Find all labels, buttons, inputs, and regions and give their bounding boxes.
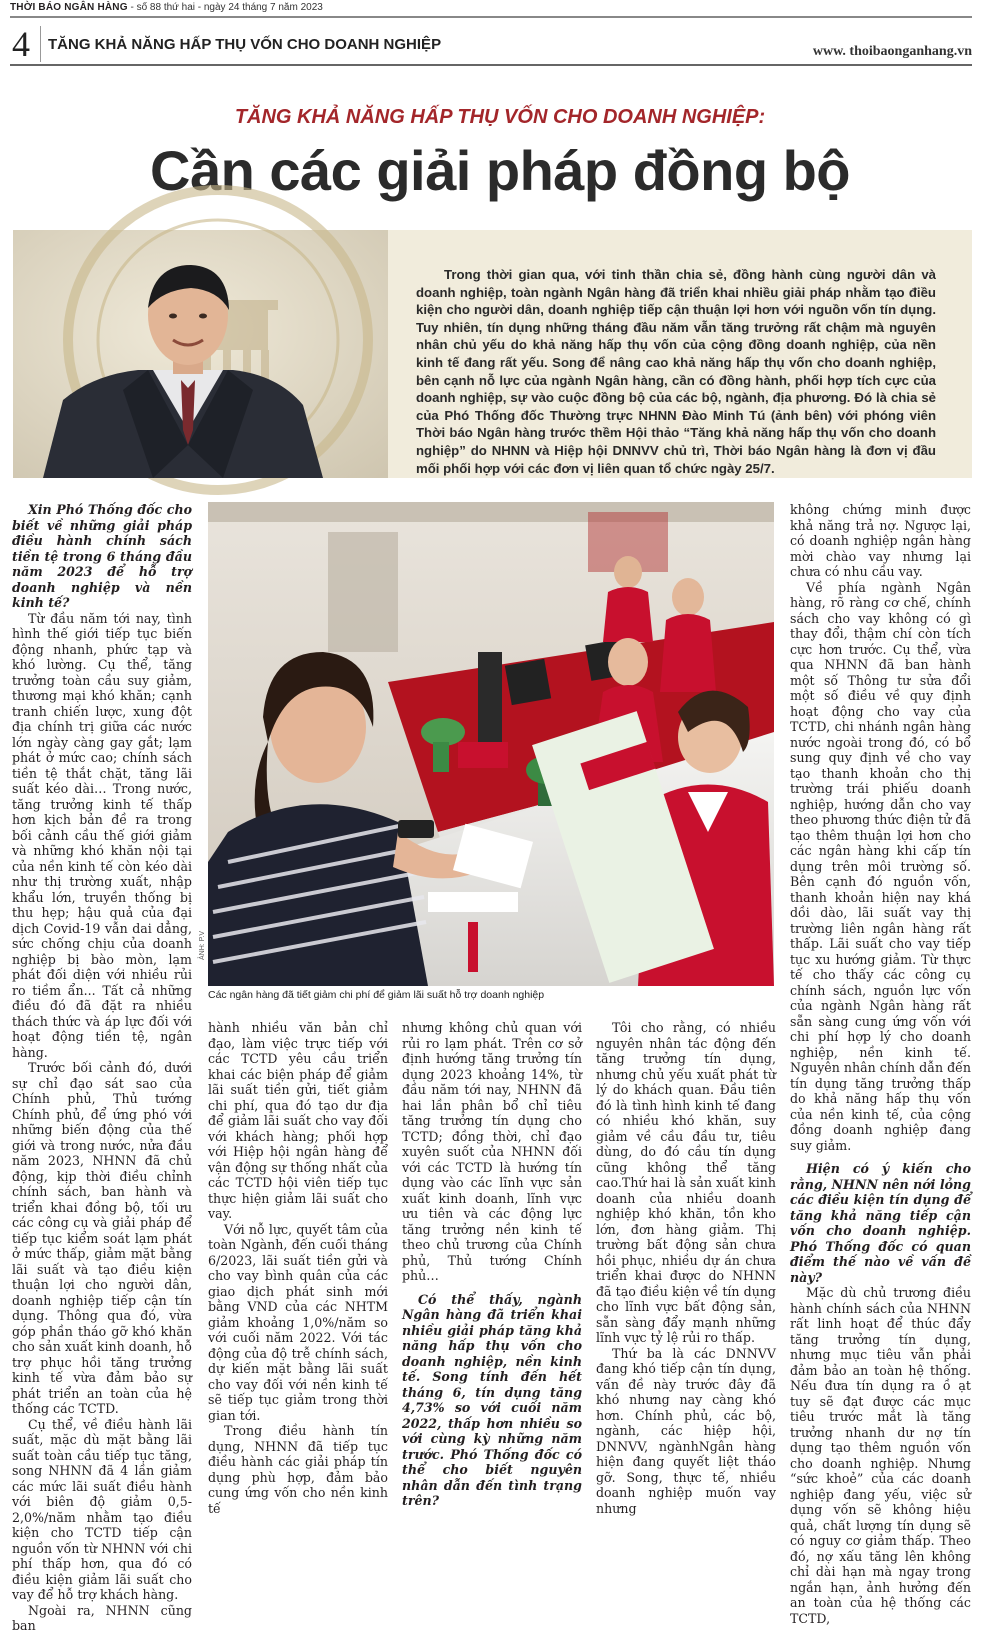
- page-header: [10, 22, 972, 66]
- article-column-1: [12, 502, 192, 1633]
- article-headline: Cần các giải pháp đồng bộ: [150, 139, 850, 202]
- body-paragraph: Trước bối cảnh đó, dưới sự chỉ đạo sát sao của Chính phủ, Thủ tướng Chính phủ, để ứng phó với những biến động của thế giới và trong nước, nửa đầu năm 2023, NHNN đã chủ động, kịp thời điều chỉnh chính sách, ban hành và triển khai đồng bộ, tối ưu các công cụ và giải pháp để tiếp tục kiểm soát lạm phát ở mức thấp, giảm mặt bằng lãi suất và tạo điều kiện thuận lợi cho người dân, doanh nghiệp tiếp cận tín dụng. Thông qua đó, vừa góp phần tháo gỡ khó khăn cho sản xuất kinh doanh, hỗ trợ phục hồi tăng trưởng kinh tế vừa đảm bảo sự phát triển an toàn của hệ thống các TCTD.: [12, 1060, 192, 1416]
- photo-credit: ẢNH: P.V: [199, 930, 206, 960]
- article-kicker: TĂNG KHẢ NĂNG HẤP THỤ VỐN CHO DOANH NGHIỆP:: [234, 106, 766, 128]
- body-paragraph: không chứng minh được khả năng trả nợ. Ngược lại, có doanh nghiệp ngân hàng mời chào vay nhưng lại chưa có nhu cầu vay.: [790, 502, 971, 579]
- website-url: www. thoibaonganhang.vn: [812, 44, 972, 59]
- page-number: 4: [12, 24, 30, 64]
- body-paragraph: Mặc dù chủ trương điều hành chính sách của NHNN rất linh hoạt để thúc đẩy tăng trưởng tín dụng, nhưng mục tiêu vẫn phải đảm bảo an toàn hệ thống. Nếu đưa tín dụng ra ồ ạt tuy sẽ đạt được các mục tiêu trước mắt là tăng trưởng nhanh dư nợ tín dụng tạo thêm nguồn vốn cho doanh nghiệp. Nhưng “sức khoẻ” của các doanh nghiệp đang yếu, việc sử dụng vốn sẽ không hiệu quả, chất lượng tín dụng sẽ có nguy cơ giảm thấp. Theo đó, nợ xấu tăng lên không chỉ dài hạn mà ngay trong ngắn hạn, ảnh hưởng đến an toàn của hệ thống các TCTD,: [790, 1285, 971, 1626]
- photo-caption: Các ngân hàng đã tiết giảm chi phí để giảm lãi suất hỗ trợ doanh nghiệp: [208, 989, 545, 1001]
- lead-paragraph: Trong thời gian qua, với tinh thần chia sẻ, đồng hành cùng người dân và doanh nghiệp, toàn ngành Ngân hàng đã triển khai nhiều giải pháp nhằm tạo điều kiện cho người dân, doanh nghiệp tiếp cận thuận lợi hơn với nguồn vốn tín dụng. Tuy nhiên, tín dụng những tháng đầu năm vẫn tăng trưởng rất chậm mà nguyên nhân chủ yếu do khả năng hấp thụ vốn của cộng đồng doanh nghiệp, của nền kinh tế đang rất yếu. Song để nâng cao khả năng hấp thụ vốn cho doanh nghiệp, bên cạnh nỗ lực của ngành Ngân hàng, cần có đồng hành, phối hợp tích cực của doanh nghiệp, sự vào cuộc đồng bộ của các bộ, ngành, địa phương. Đó là chia sẻ của Phó Thống đốc Thường trực NHNN Đào Minh Tú (ảnh bên) với phóng viên Thời báo Ngân hàng trước thềm Hội thảo “Tăng khả năng hấp thụ vốn cho doanh nghiệp” do NHNN và Hiệp hội DNNVV chủ trì, Thời báo Ngân hàng là đơn vị đầu mối phối hợp với các đơn vị liên quan tổ chức ngày 25/7.: [416, 267, 936, 476]
- body-paragraph: Về phía ngành Ngân hàng, rõ ràng cơ chế, chính sách cho vay không có gì thay đổi, thậm chí còn tích cực hơn trước. Cụ thể, vừa qua NHNN đã ban hành một số Thông tư sửa đổi một số điều về quy định hoạt động cho vay của TCTD, chi nhánh ngân hàng nước ngoài trong đó, có bổ sung quy định về cho vay tạo thanh khoản cho thị trường trái phiếu doanh nghiệp, hướng dẫn cho vay theo phương thức điện tử đã tạo thêm thuận lợi hơn cho các ngân hàng khi cấp tín dụng trên môi trường số. Bên cạnh đó nguồn vốn, thanh khoản hiện nay khá dồi dào, lãi suất vay thị trường liên ngân hàng rất thấp. Lãi suất cho vay tiếp tục xu hướng giảm. Từ thực tế cho thấy các công cụ chính sách, nguồn lực vốn của ngành Ngân hàng rất sẵn sàng cung ứng vốn với chi phí hợp lý cho doanh nghiệp, nền kinh tế. Nguyên nhân chính dẫn đến tín dụng tăng trưởng thấp do khả năng hấp thụ vốn của nền kinh tế, của cộng đồng doanh nghiệp đang suy giảm.: [790, 579, 971, 1153]
- interview-question-1: Xin Phó Thống đốc cho biết về những giải pháp điều hành chính sách tiền tệ trong 6 tháng đầu năm 2023 để hỗ trợ doanh nghiệp và nền kinh tế?: [12, 502, 192, 610]
- issue-info: - số 88 thứ hai - ngày 24 tháng 7 năm 2023: [127, 2, 323, 13]
- interview-question-3: Hiện có ý kiến cho rằng, NHNN nên nới lỏng các điều kiện tín dụng để tăng khả năng tiếp cận vốn cho doanh nghiệp. Phó Thống đốc có quan điểm thế nào về vấn đề này?: [790, 1161, 971, 1285]
- body-paragraph: nhưng không chủ quan với rủi ro lạm phát. Trên cơ sở định hướng tăng trưởng tín dụng 2023 khoảng 14%, từ đầu năm tới nay, NHNN đã hai lần phân bổ chỉ tiêu tăng trưởng tín dụng cho TCTD; đồng thời, chỉ đạo xuyên suốt của NHNN đối với các TCTD là hướng tín dụng vào các lĩnh vực sản xuất kinh doanh, lĩnh vực ưu tiên và các động lực tăng trưởng nền kinh tế theo chủ trương của Chính phủ, Thủ tướng Chính phủ…: [402, 1020, 582, 1283]
- header-divider: [40, 26, 41, 62]
- body-paragraph: Thứ ba là các DNNVV đang khó tiếp cận tín dụng, vấn đề này trước đây đã khó nhưng nay càng khó hơn. Chính phủ, các bộ, ngành, các hiệp hội, DNNVV, ngànhNgân hàng hiện đang quyết liệt tháo gỡ. Song, thực tế, nhiều doanh nghiệp muốn vay nhưng: [596, 1345, 776, 1516]
- body-paragraph: Ngoài ra, NHNN cũng ban: [12, 1602, 192, 1633]
- newspaper-brand: THỜI BÁO NGÂN HÀNG: [10, 2, 128, 13]
- body-paragraph: Cụ thể, về điều hành lãi suất, mặc dù mặt bằng lãi suất toàn cầu tiếp tục tăng, song NHNN đã 4 lần giảm các mức lãi suất điều hành với biên độ giảm 0,5-2,0%/năm nhằm tạo điều kiện cho TCTD tiếp cận nguồn vốn từ NHNN với chi phí thấp hơn, qua đó có điều kiện giảm lãi suất cho vay để hỗ trợ khách hàng.: [12, 1416, 192, 1602]
- body-paragraph: Với nỗ lực, quyết tâm của toàn Ngành, đến cuối tháng 6/2023, lãi suất tiền gửi và cho vay bình quân của các giao dịch phát sinh mới bằng VND của các NHTM giảm khoảng 1,0%/năm so với cuối năm 2022. Với tác động của độ trễ chính sách, dự kiến mặt bằng lãi suất cho vay đối với nền kinh tế sẽ tiếp tục giảm trong thời gian tới.: [208, 1221, 388, 1423]
- article-column-4: [596, 1020, 776, 1516]
- bank-counter-photo: [208, 502, 774, 986]
- bank-scene-illustration: [208, 502, 774, 986]
- section-title: TĂNG KHẢ NĂNG HẤP THỤ VỐN CHO DOANH NGHIỆP: [48, 36, 442, 53]
- article-column-2: [208, 1020, 388, 1516]
- body-paragraph: hành nhiều văn bản chỉ đạo, làm việc trực tiếp với các TCTD yêu cầu triển khai các biện pháp để giảm lãi suất tiền gửi, tiết giảm chi phí, qua đó tạo dư địa để giảm lãi suất cho vay đối với khách hàng; phối hợp với Hiệp hội ngân hàng để vận động sự thống nhất của các TCTD hội viên tiếp tục thực hiện giảm lãi suất cho vay.: [208, 1020, 388, 1221]
- portrait-illustration: [13, 230, 388, 478]
- body-paragraph: Từ đầu năm tới nay, tình hình thế giới tiếp tục biến động nhanh, phức tạp và khó lường. Cụ thể, tăng trưởng toàn cầu suy giảm, thương mại khó khăn; cạnh tranh chiến lược, xung đột địa chính trị giữa các nước lớn ngày càng gay gắt; lạm phát ở mức cao; chính sách tiền tệ thắt chặt, tăng lãi suất kéo dài… Trong nước, tăng trưởng kinh tế thấp hơn kịch bản đề ra trong bối cảnh cầu thế giới giảm và những khó khăn nội tại của nền kinh tế còn kéo dài như thị trường xuất, nhập khẩu lớn, truyền thống bị thu hẹp; hậu quả của đại dịch Covid-19 vẫn dai dẳng, sức chống chịu của doanh nghiệp bị bào mòn, lạm phát đối diện với nhiều rủi ro tiềm ẩn... Tất cả những điều đó đã đặt ra nhiều thách thức và áp lực đối với hoạt động tiền tệ, ngân hàng.: [12, 610, 192, 1060]
- article-column-5: [790, 502, 971, 1626]
- interview-question-2: Có thể thấy, ngành Ngân hàng đã triển khai nhiều giải pháp tăng khả năng hấp thụ vốn cho doanh nghiệp, nền kinh tế. Song tính đến hết tháng 6, tín dụng tăng 4,73% so với cuối năm 2022, thấp hơn nhiều so với cùng kỳ những năm trước. Phó Thống đốc có thể cho biết nguyên nhân dẫn đến tình trạng trên?: [402, 1291, 582, 1508]
- body-paragraph: Trong điều hành tín dụng, NHNN đã tiếp tục điều hành các giải pháp tín dụng phù hợp, đảm bảo cung ứng vốn cho nền kinh tế: [208, 1423, 388, 1516]
- masthead: [10, 2, 972, 18]
- portrait-photo: [13, 230, 388, 478]
- body-paragraph: Tôi cho rằng, có nhiều nguyên nhân tác động đến tăng trưởng tín dụng, nhưng chủ yếu xuất phát từ lý do khách quan. Đầu tiên đó là tình hình kinh tế đang có nhiều khó khăn, suy giảm về cầu đầu tư, tiêu dùng, do đó cầu tín dụng cũng không thể tăng cao.Thứ hai là sản xuất kinh doanh của nhiều doanh nghiệp khó khăn, tồn kho lớn, đơn hàng giảm. Thị trường bất động sản chưa hồi phục, nhiều dự án chưa triển khai được do NHNN đã tạo điều kiện về tín dụng cho lĩnh vực bất động sản, sẵn sàng đẩy mạnh những lĩnh vực tỷ lệ rủi ro thấp.: [596, 1020, 776, 1345]
- article-column-3: [402, 1020, 582, 1508]
